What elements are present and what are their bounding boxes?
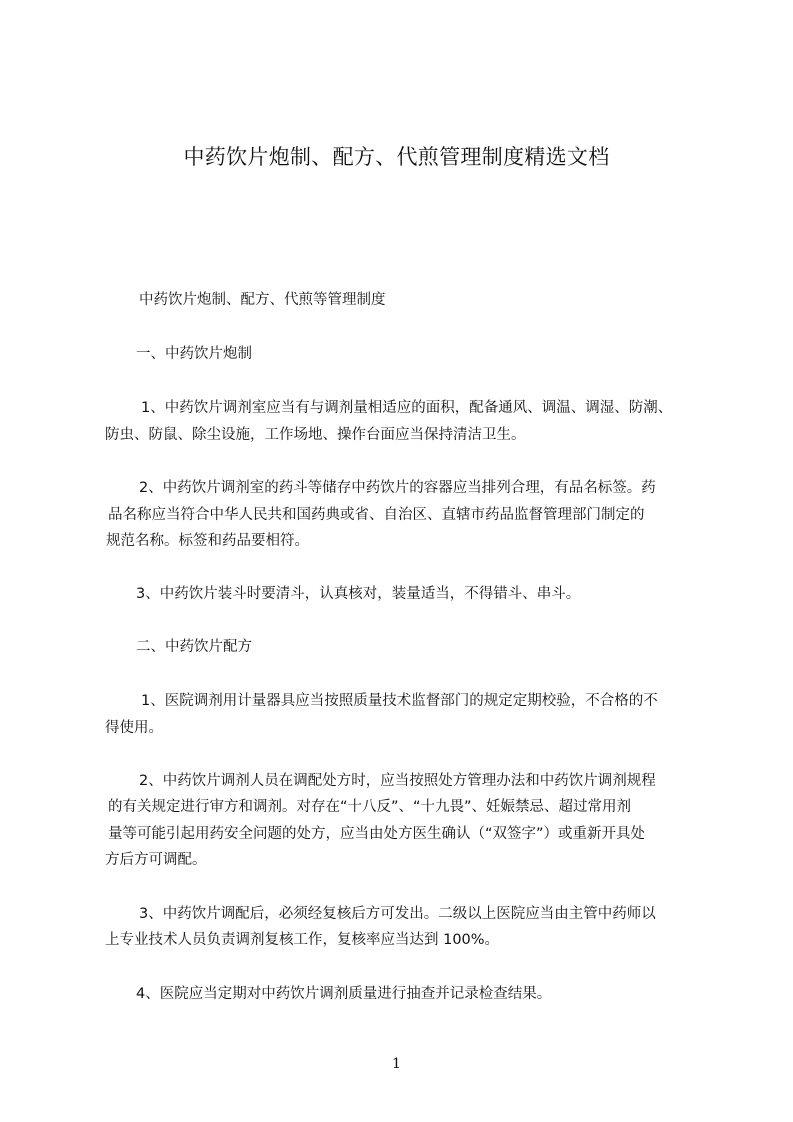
paragraph-line: 1、医院调剂用计量器具应当按照质量技术监督部门的规定定期校验，不合格的不: [141, 693, 658, 709]
paragraph-line: 2、中药饮片调剂室的药斗等储存中药饮片的容器应当排列合理，有品名标签。药: [139, 480, 656, 496]
paragraph-line: 防虫、防鼠、除尘设施，工作场地、操作台面应当保持清洁卫生。: [105, 427, 526, 443]
paragraph-line: 3、中药饮片装斗时要清斗，认真核对，装量适当，不得错斗、串斗。: [136, 586, 581, 602]
paragraph-line: 量等可能引起用药安全问题的处方，应当由处方医生确认（“双签字”）或重新开具处: [108, 826, 646, 842]
paragraph-line: 方后方可调配。: [105, 852, 207, 868]
paragraph-line: 上专业技术人员负责调剂复核工作，复核率应当达到 100%。: [105, 932, 500, 948]
paragraph-line: 2、中药饮片调剂人员在调配处方时，应当按照处方管理办法和中药饮片调剂规程: [139, 773, 656, 789]
paragraph-line: 得使用。: [105, 720, 163, 736]
paragraph-line: 1、中药饮片调剂室应当有与调剂量相适应的面积，配备通风、调温、调湿、防潮、: [141, 400, 673, 416]
paragraph-line: 规范名称。标签和药品要相符。: [106, 533, 309, 549]
paragraph-line: 4、医院应当定期对中药饮片调剂质量进行抽查并记录检查结果。: [136, 986, 552, 1002]
page-number: 1: [392, 1056, 401, 1072]
paragraph-line: 的有关规定进行审方和调剂。对存在“十八反”、“十九畏”、妊娠禁忌、超过常用剂: [108, 799, 632, 815]
document-title: 中药饮片炮制、配方、代煎管理制度精选文档: [183, 145, 610, 169]
paragraph-line: 品名称应当符合中华人民共和国药典或省、自治区、直辖市药品监督管理部门制定的: [108, 507, 645, 523]
paragraph-line: 3、中药饮片调配后，必须经复核后方可发出。二级以上医院应当由主管中药师以: [139, 906, 656, 922]
document-subtitle: 中药饮片炮制、配方、代煎等管理制度: [139, 292, 386, 308]
section-heading-processing: 一、中药饮片炮制: [136, 346, 252, 362]
section-heading-dispensing: 二、中药饮片配方: [136, 639, 252, 655]
